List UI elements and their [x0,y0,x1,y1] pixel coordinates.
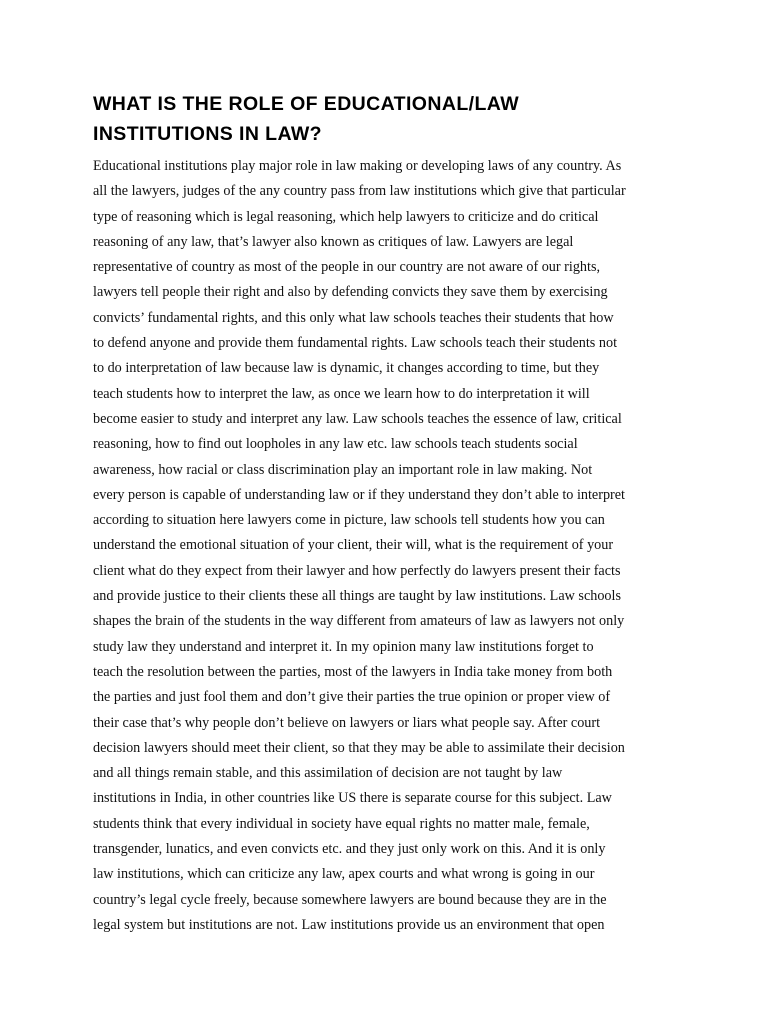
body-line: institutions in India, in other countries like US there is separate course for this subject. Law [93,790,612,807]
body-line: to defend anyone and provide them fundamental rights. Law schools teach their students not [93,335,618,352]
body-line: legal system but institutions are not. Law institutions provide us an environment that open [93,916,605,933]
body-line: client what do they expect from their lawyer and how perfectly do lawyers present their facts [93,562,621,579]
body-line: the parties and just fool them and don’t give their parties the true opinion or proper view of [93,689,611,706]
body-line: decision lawyers should meet their client, so that they may be able to assimilate their decision [93,739,625,756]
body-line: country’s legal cycle freely, because somewhere lawyers are bound because they are in the [93,891,607,908]
body-line: representative of country as most of the people in our country are not aware of our rights, [93,259,601,276]
document-heading [93,89,693,149]
body-line: according to situation here lawyers come in picture, law schools tell students how you can [93,512,605,529]
body-line: all the lawyers, judges of the any country pass from law institutions which give that particular [93,183,626,200]
body-line: to do interpretation of law because law is dynamic, it changes according to time, but they [93,360,600,377]
body-line: study law they understand and interpret it. In my opinion many law institutions forget to [93,638,594,655]
body-line: and all things remain stable, and this assimilation of decision are not taught by law [93,765,563,782]
body-line: Educational institutions play major role in law making or developing laws of any country. As [93,158,622,174]
body-line: teach the resolution between the parties, most of the lawyers in India take money from both [93,663,613,680]
body-line: reasoning, how to find out loopholes in any law etc. law schools teach students social [93,436,578,453]
body-line: their case that’s why people don’t believe on lawyers or liars what people say. After court [93,714,601,731]
body-line: law institutions, which can criticize any law, apex courts and what wrong is going in our [93,866,595,883]
body-line: become easier to study and interpret any law. Law schools teaches the essence of law, critical [93,410,622,427]
body-line: lawyers tell people their right and also by defending convicts they save them by exercising [93,284,608,301]
body-line: understand the emotional situation of your client, their will, what is the requirement of your [93,537,614,554]
body-line: type of reasoning which is legal reasoning, which help lawyers to criticize and do critical [93,208,599,225]
body-line: teach students how to interpret the law, as once we learn how to do interpretation it will [93,385,590,402]
body-line: reasoning of any law, that’s lawyer also known as critiques of law. Lawyers are legal [93,233,574,250]
body-line: shapes the brain of the students in the way different from amateurs of law as lawyers not only [93,613,625,630]
body-line: awareness, how racial or class discrimination play an important role in law making. Not [93,461,593,478]
body-line: every person is capable of understanding law or if they understand they don’t able to interpret [93,486,625,503]
body-line: and provide justice to their clients these all things are taught by law institutions. Law schools [93,588,621,605]
document-body [93,154,693,938]
heading-line: INSTITUTIONS IN LAW? [93,123,322,145]
body-line: students think that every individual in society have equal rights no matter male, female, [93,815,590,832]
body-line: convicts’ fundamental rights, and this only what law schools teaches their students that how [93,309,614,326]
body-line: transgender, lunatics, and even convicts etc. and they just only work on this. And it is only [93,841,606,858]
heading-line: WHAT IS THE ROLE OF EDUCATIONAL/LAW [93,93,519,115]
